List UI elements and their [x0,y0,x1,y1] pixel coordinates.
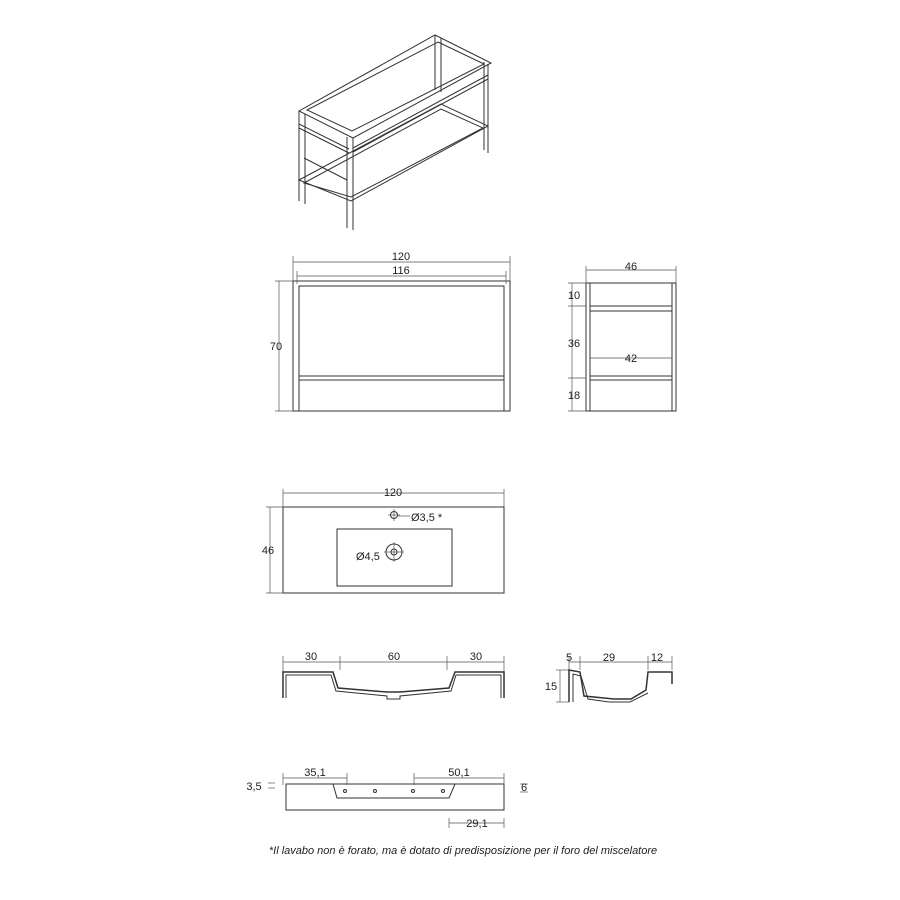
side-depth: 46 [624,261,638,273]
front-overall-width: 120 [391,251,411,263]
bottom-right-offset: 50,1 [448,767,470,779]
side-section-height: 15 [544,681,558,693]
side-bottom: 18 [567,390,581,402]
top-depth: 46 [261,545,275,557]
drain-hole-label: Ø4,5 [356,551,380,563]
section-right: 30 [469,651,483,663]
tap-hole-label: Ø3,5 * [411,512,443,524]
bottom-left-offset: 35,1 [304,767,326,779]
bottom-lower-offset: 29,1 [466,818,488,830]
side-view [568,266,676,411]
bottom-right-thickness: 6 [520,782,528,794]
isometric-frame-view [299,35,491,230]
top-view [266,489,504,593]
front-view [275,256,510,411]
bottom-left-thickness: 3,5 [246,781,262,793]
footnote: *Il lavabo non è forato, ma è dotato di predisposizione per il foro del miscelatore [268,845,658,857]
side-top-band: 10 [567,290,581,302]
side-section-a: 5 [565,652,573,664]
top-width: 120 [383,487,403,499]
front-height: 70 [269,341,283,353]
side-inner-depth: 42 [624,353,638,365]
section-center: 60 [387,651,401,663]
section-left: 30 [304,651,318,663]
bottom-view [268,773,528,828]
side-section-b: 29 [602,652,616,664]
side-section-c: 12 [650,652,664,664]
side-middle: 36 [567,338,581,350]
front-inner-width: 116 [392,265,410,277]
